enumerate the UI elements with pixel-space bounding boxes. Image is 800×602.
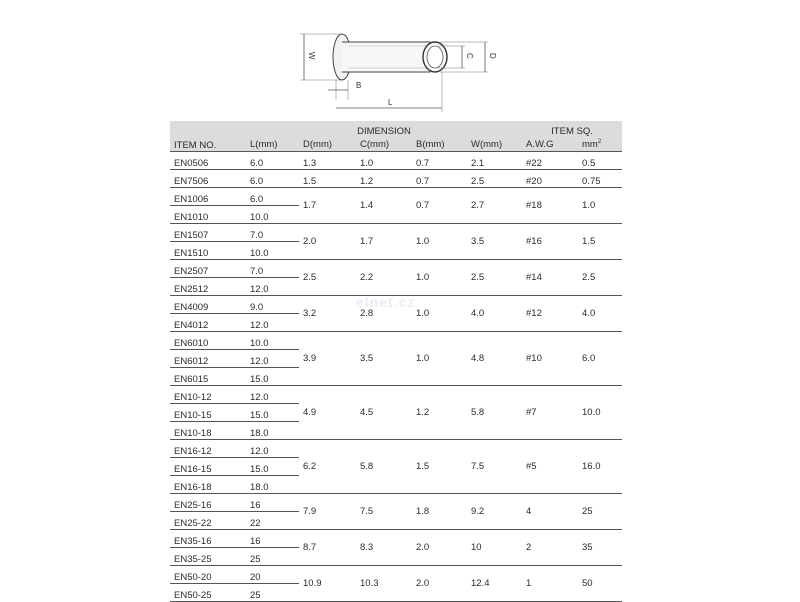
- w-cell: 9.2: [467, 494, 522, 530]
- mm2-cell: 0.5: [578, 152, 622, 170]
- c-cell: 2.2: [356, 260, 412, 296]
- awg-cell: #7: [522, 386, 578, 440]
- item-no-cell: EN6015: [170, 368, 246, 386]
- mm2-cell: 50: [578, 566, 622, 602]
- mm2-cell: 35: [578, 530, 622, 566]
- c-cell: 1.4: [356, 188, 412, 224]
- d-cell: 1.7: [299, 188, 356, 224]
- w-cell: 3.5: [467, 224, 522, 260]
- item-no-cell: EN1507: [170, 224, 246, 242]
- b-cell: 2.0: [412, 530, 467, 566]
- d-cell: 4.9: [299, 386, 356, 440]
- d-cell: 10.9: [299, 566, 356, 602]
- table-row: [170, 494, 622, 512]
- ferrule-diagram: [290, 20, 520, 112]
- c-cell: 5.8: [356, 440, 412, 494]
- b-cell: 1.0: [412, 260, 467, 296]
- awg-cell: #16: [522, 224, 578, 260]
- c-cell: 2.8: [356, 296, 412, 332]
- b-cell: 1.0: [412, 296, 467, 332]
- awg-cell: #22: [522, 152, 578, 170]
- col-header-awg: A.W.G: [522, 137, 578, 152]
- length-cell: 15.0: [246, 458, 299, 476]
- b-cell: 1.5: [412, 440, 467, 494]
- table-row: [170, 566, 622, 584]
- item-no-cell: EN1006: [170, 188, 246, 206]
- w-cell: 7.5: [467, 440, 522, 494]
- mm2-cell: 1.0: [578, 188, 622, 224]
- d-cell: 8.7: [299, 530, 356, 566]
- c-cell: 1.2: [356, 170, 412, 188]
- col-header-w: W(mm): [467, 137, 522, 152]
- d-cell: 7.9: [299, 494, 356, 530]
- awg-cell: 2: [522, 530, 578, 566]
- table-row: [170, 296, 622, 314]
- length-cell: 15.0: [246, 368, 299, 386]
- w-cell: 2.5: [467, 170, 522, 188]
- item-no-cell: EN10-12: [170, 386, 246, 404]
- length-cell: 16: [246, 494, 299, 512]
- d-cell: 2.5: [299, 260, 356, 296]
- w-cell: 5.8: [467, 386, 522, 440]
- header-dimension: DIMENSION: [246, 121, 522, 137]
- item-no-cell: EN16-18: [170, 476, 246, 494]
- table-row: [170, 188, 622, 206]
- length-cell: 16: [246, 530, 299, 548]
- length-cell: 10.0: [246, 242, 299, 260]
- d-cell: 1.3: [299, 152, 356, 170]
- item-no-cell: EN10-18: [170, 422, 246, 440]
- item-no-cell: EN10-15: [170, 404, 246, 422]
- d-label: D: [488, 53, 497, 59]
- length-cell: 12.0: [246, 314, 299, 332]
- item-no-cell: EN6010: [170, 332, 246, 350]
- item-no-cell: EN6012: [170, 350, 246, 368]
- d-cell: 3.2: [299, 296, 356, 332]
- item-no-cell: EN4009: [170, 296, 246, 314]
- item-no-cell: EN1510: [170, 242, 246, 260]
- mm2-cell: 16.0: [578, 440, 622, 494]
- b-cell: 1.0: [412, 224, 467, 260]
- length-cell: 15.0: [246, 404, 299, 422]
- table-row: [170, 224, 622, 242]
- b-cell: 0.7: [412, 188, 467, 224]
- w-cell: 2.1: [467, 152, 522, 170]
- c-label: C: [465, 53, 474, 59]
- item-no-cell: EN0506: [170, 152, 246, 170]
- header-item-no: ITEM NO.: [170, 121, 246, 152]
- awg-cell: #10: [522, 332, 578, 386]
- b-cell: 0.7: [412, 170, 467, 188]
- c-cell: 10.3: [356, 566, 412, 602]
- length-cell: 7.0: [246, 260, 299, 278]
- table-row: [170, 260, 622, 278]
- w-cell: 4.8: [467, 332, 522, 386]
- col-header-c: C(mm): [356, 137, 412, 152]
- w-cell: 2.7: [467, 188, 522, 224]
- item-no-cell: EN50-20: [170, 566, 246, 584]
- mm2-cell: 4.0: [578, 296, 622, 332]
- c-cell: 7.5: [356, 494, 412, 530]
- awg-cell: #20: [522, 170, 578, 188]
- w-cell: 12.4: [467, 566, 522, 602]
- table-row: [170, 152, 622, 170]
- w-label: W: [307, 52, 316, 60]
- w-cell: 10: [467, 530, 522, 566]
- length-cell: 20: [246, 566, 299, 584]
- item-no-cell: EN1010: [170, 206, 246, 224]
- header-item-sq: ITEM SQ.: [522, 121, 622, 137]
- awg-cell: #18: [522, 188, 578, 224]
- specification-table: [170, 121, 622, 602]
- item-no-cell: EN4012: [170, 314, 246, 332]
- length-cell: 6.0: [246, 152, 299, 170]
- d-cell: 2.0: [299, 224, 356, 260]
- length-cell: 12.0: [246, 440, 299, 458]
- item-no-cell: EN2512: [170, 278, 246, 296]
- w-cell: 2.5: [467, 260, 522, 296]
- item-no-cell: EN7506: [170, 170, 246, 188]
- length-cell: 25: [246, 548, 299, 566]
- mm2-cell: 2.5: [578, 260, 622, 296]
- c-cell: 1.7: [356, 224, 412, 260]
- length-cell: 12.0: [246, 350, 299, 368]
- c-cell: 1.0: [356, 152, 412, 170]
- length-cell: 25: [246, 584, 299, 602]
- length-cell: 6.0: [246, 170, 299, 188]
- mm2-cell: 10.0: [578, 386, 622, 440]
- length-cell: 12.0: [246, 278, 299, 296]
- length-cell: 22: [246, 512, 299, 530]
- mm2-cell: 25: [578, 494, 622, 530]
- c-cell: 4.5: [356, 386, 412, 440]
- item-no-cell: EN35-16: [170, 530, 246, 548]
- c-cell: 3.5: [356, 332, 412, 386]
- mm2-cell: 6.0: [578, 332, 622, 386]
- b-cell: 2.0: [412, 566, 467, 602]
- length-cell: 7.0: [246, 224, 299, 242]
- w-cell: 4.0: [467, 296, 522, 332]
- awg-cell: #5: [522, 440, 578, 494]
- item-no-cell: EN50-25: [170, 584, 246, 602]
- d-cell: 3.9: [299, 332, 356, 386]
- length-cell: 12.0: [246, 386, 299, 404]
- awg-cell: #14: [522, 260, 578, 296]
- watermark: elnet.cz: [356, 294, 416, 310]
- b-cell: 0.7: [412, 152, 467, 170]
- length-cell: 18.0: [246, 476, 299, 494]
- table-row: [170, 440, 622, 458]
- col-header-mm2: $mm^2$: [578, 137, 622, 152]
- col-header-l: L(mm): [246, 137, 299, 152]
- item-no-cell: EN16-15: [170, 458, 246, 476]
- mm2-cell: 0.75: [578, 170, 622, 188]
- l-label: L: [388, 98, 393, 107]
- b-cell: 1.8: [412, 494, 467, 530]
- b-cell: 1.2: [412, 386, 467, 440]
- length-cell: 10.0: [246, 206, 299, 224]
- table-row: [170, 386, 622, 404]
- awg-cell: #12: [522, 296, 578, 332]
- table-row: [170, 332, 622, 350]
- col-header-d: D(mm): [299, 137, 356, 152]
- mm2-cell: 1.5: [578, 224, 622, 260]
- b-cell: 1.0: [412, 332, 467, 386]
- table-row: [170, 170, 622, 188]
- item-no-cell: EN25-22: [170, 512, 246, 530]
- item-no-cell: EN2507: [170, 260, 246, 278]
- length-cell: 6.0: [246, 188, 299, 206]
- item-no-cell: EN16-12: [170, 440, 246, 458]
- item-no-cell: EN25-16: [170, 494, 246, 512]
- b-label: B: [356, 81, 362, 90]
- length-cell: 10.0: [246, 332, 299, 350]
- item-no-cell: EN35-25: [170, 548, 246, 566]
- awg-cell: 1: [522, 566, 578, 602]
- col-header-b: B(mm): [412, 137, 467, 152]
- length-cell: 18.0: [246, 422, 299, 440]
- d-cell: 1.5: [299, 170, 356, 188]
- d-cell: 6.2: [299, 440, 356, 494]
- table-body: [170, 152, 622, 602]
- awg-cell: 4: [522, 494, 578, 530]
- c-cell: 8.3: [356, 530, 412, 566]
- length-cell: 9.0: [246, 296, 299, 314]
- ferrule-tube: [342, 42, 430, 72]
- table-row: [170, 530, 622, 548]
